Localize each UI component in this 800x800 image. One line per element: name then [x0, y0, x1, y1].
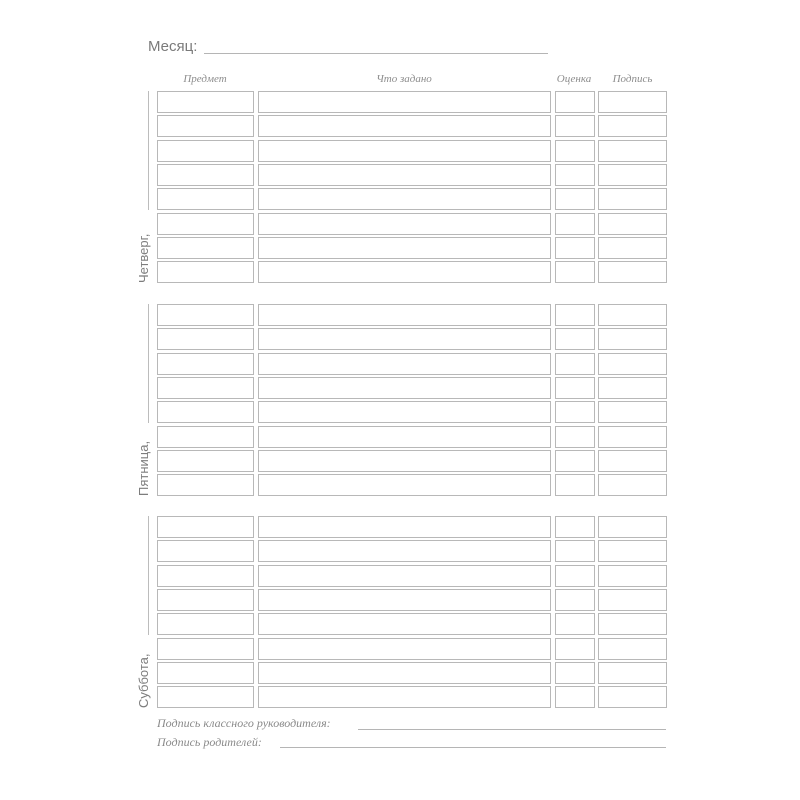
grade-cell[interactable]	[555, 213, 595, 235]
homework-cell[interactable]	[258, 328, 551, 350]
homework-cell[interactable]	[258, 140, 551, 162]
signature-cell[interactable]	[598, 91, 667, 113]
teacher-signature-line[interactable]	[358, 729, 666, 730]
parent-signature-line[interactable]	[280, 747, 666, 748]
signature-cell[interactable]	[598, 304, 667, 326]
signature-cell[interactable]	[598, 565, 667, 587]
signature-cell[interactable]	[598, 261, 667, 283]
signature-cell[interactable]	[598, 164, 667, 186]
grade-cell[interactable]	[555, 188, 595, 210]
grade-cell[interactable]	[555, 401, 595, 423]
grade-cell[interactable]	[555, 516, 595, 538]
homework-cell[interactable]	[258, 237, 551, 259]
column-header-homework: Что задано	[376, 73, 432, 85]
signature-cell[interactable]	[598, 686, 667, 708]
grade-cell[interactable]	[555, 686, 595, 708]
homework-cell[interactable]	[258, 565, 551, 587]
subject-cell[interactable]	[157, 540, 254, 562]
day-date-line[interactable]	[148, 91, 149, 210]
homework-cell[interactable]	[258, 516, 551, 538]
homework-cell[interactable]	[258, 353, 551, 375]
homework-cell[interactable]	[258, 613, 551, 635]
subject-cell[interactable]	[157, 377, 254, 399]
grade-cell[interactable]	[555, 589, 595, 611]
subject-cell[interactable]	[157, 164, 254, 186]
signature-cell[interactable]	[598, 115, 667, 137]
grade-cell[interactable]	[555, 91, 595, 113]
day-date-line[interactable]	[148, 516, 149, 635]
homework-cell[interactable]	[258, 115, 551, 137]
signature-cell[interactable]	[598, 353, 667, 375]
subject-cell[interactable]	[157, 140, 254, 162]
subject-cell[interactable]	[157, 91, 254, 113]
grade-cell[interactable]	[555, 140, 595, 162]
subject-cell[interactable]	[157, 401, 254, 423]
subject-cell[interactable]	[157, 426, 254, 448]
homework-cell[interactable]	[258, 686, 551, 708]
signature-cell[interactable]	[598, 213, 667, 235]
signature-cell[interactable]	[598, 540, 667, 562]
teacher-signature-label: Подпись классного руководителя:	[157, 716, 331, 730]
grade-cell[interactable]	[555, 353, 595, 375]
signature-cell[interactable]	[598, 237, 667, 259]
subject-cell[interactable]	[157, 237, 254, 259]
subject-cell[interactable]	[157, 213, 254, 235]
homework-cell[interactable]	[258, 304, 551, 326]
subject-cell[interactable]	[157, 328, 254, 350]
grade-cell[interactable]	[555, 304, 595, 326]
grade-cell[interactable]	[555, 638, 595, 660]
homework-cell[interactable]	[258, 662, 551, 684]
homework-cell[interactable]	[258, 589, 551, 611]
signature-cell[interactable]	[598, 401, 667, 423]
grade-cell[interactable]	[555, 377, 595, 399]
subject-cell[interactable]	[157, 565, 254, 587]
month-input-line[interactable]	[204, 53, 548, 54]
signature-cell[interactable]	[598, 613, 667, 635]
subject-cell[interactable]	[157, 261, 254, 283]
day-date-line[interactable]	[148, 304, 149, 423]
grade-cell[interactable]	[555, 328, 595, 350]
signature-cell[interactable]	[598, 516, 667, 538]
subject-cell[interactable]	[157, 304, 254, 326]
day-label: Суббота,	[136, 653, 151, 709]
homework-cell[interactable]	[258, 164, 551, 186]
homework-cell[interactable]	[258, 450, 551, 472]
homework-cell[interactable]	[258, 91, 551, 113]
grade-cell[interactable]	[555, 613, 595, 635]
homework-cell[interactable]	[258, 377, 551, 399]
subject-cell[interactable]	[157, 686, 254, 708]
grade-cell[interactable]	[555, 115, 595, 137]
subject-cell[interactable]	[157, 613, 254, 635]
day-label: Четверг,	[136, 233, 151, 284]
subject-cell[interactable]	[157, 115, 254, 137]
signature-cell[interactable]	[598, 474, 667, 496]
homework-cell[interactable]	[258, 401, 551, 423]
month-label: Месяц:	[148, 38, 198, 55]
signature-cell[interactable]	[598, 638, 667, 660]
homework-cell[interactable]	[258, 188, 551, 210]
signature-cell[interactable]	[598, 377, 667, 399]
subject-cell[interactable]	[157, 474, 254, 496]
signature-cell[interactable]	[598, 188, 667, 210]
column-header-signature: Подпись	[612, 73, 653, 85]
subject-cell[interactable]	[157, 638, 254, 660]
homework-cell[interactable]	[258, 474, 551, 496]
column-header-subject: Предмет	[183, 73, 227, 85]
homework-cell[interactable]	[258, 638, 551, 660]
grade-cell[interactable]	[555, 474, 595, 496]
parent-signature-label: Подпись родителей:	[157, 735, 262, 749]
homework-cell[interactable]	[258, 426, 551, 448]
subject-cell[interactable]	[157, 188, 254, 210]
grade-cell[interactable]	[555, 540, 595, 562]
grade-cell[interactable]	[555, 164, 595, 186]
day-label: Пятница,	[136, 441, 151, 497]
homework-cell[interactable]	[258, 213, 551, 235]
signature-cell[interactable]	[598, 450, 667, 472]
grade-cell[interactable]	[555, 662, 595, 684]
grade-cell[interactable]	[555, 450, 595, 472]
signature-cell[interactable]	[598, 426, 667, 448]
signature-cell[interactable]	[598, 662, 667, 684]
homework-cell[interactable]	[258, 261, 551, 283]
grade-cell[interactable]	[555, 261, 595, 283]
subject-cell[interactable]	[157, 589, 254, 611]
subject-cell[interactable]	[157, 353, 254, 375]
subject-cell[interactable]	[157, 516, 254, 538]
subject-cell[interactable]	[157, 450, 254, 472]
subject-cell[interactable]	[157, 662, 254, 684]
signature-cell[interactable]	[598, 589, 667, 611]
signature-cell[interactable]	[598, 140, 667, 162]
signature-cell[interactable]	[598, 328, 667, 350]
grade-cell[interactable]	[555, 237, 595, 259]
grade-cell[interactable]	[555, 565, 595, 587]
homework-cell[interactable]	[258, 540, 551, 562]
grade-cell[interactable]	[555, 426, 595, 448]
column-header-grade: Оценка	[556, 73, 592, 85]
